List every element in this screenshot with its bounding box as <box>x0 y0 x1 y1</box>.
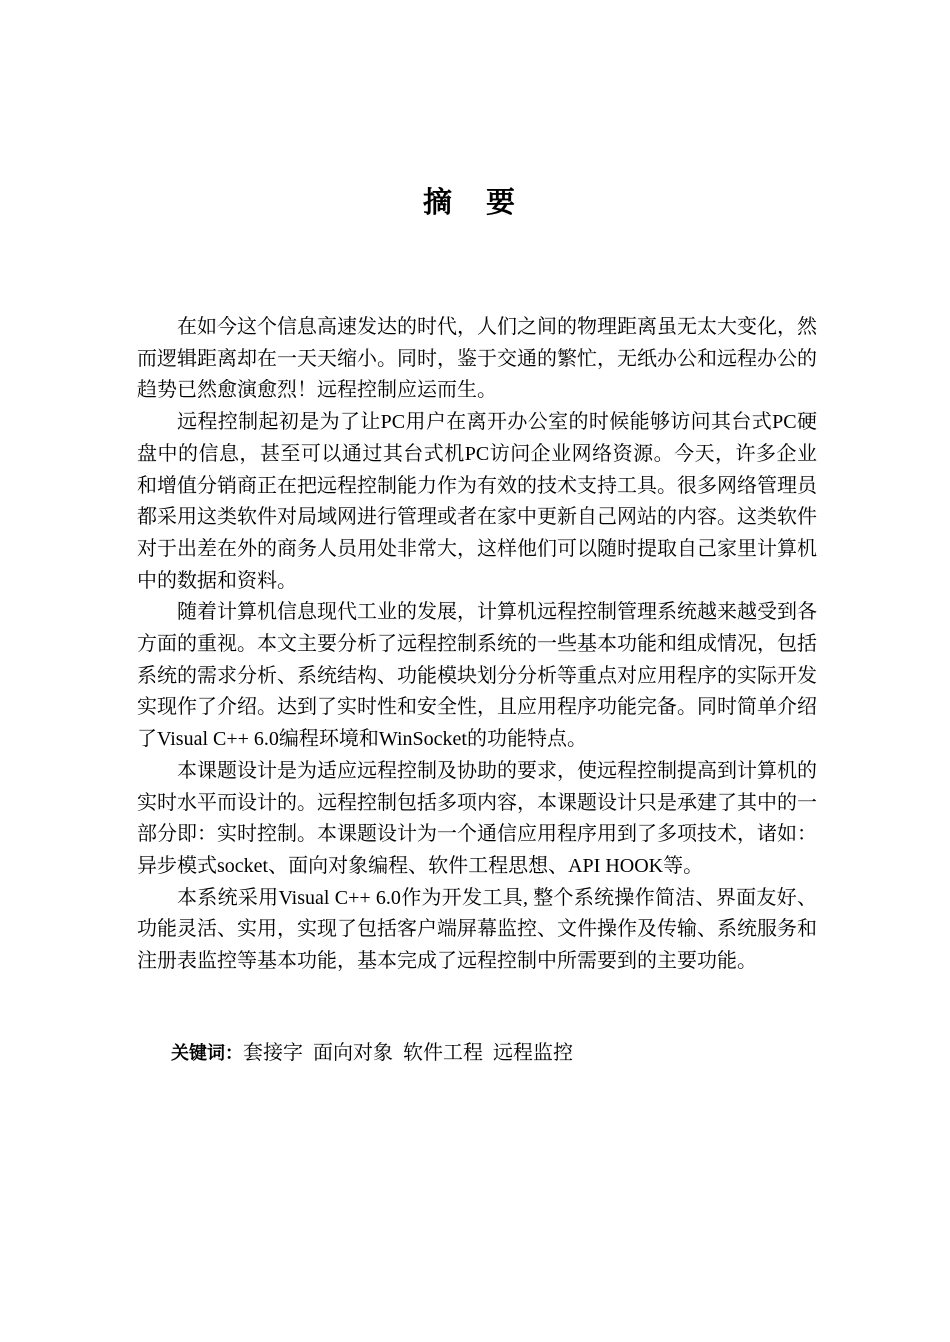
keyword-item: 远程监控 <box>493 1042 573 1064</box>
keywords-line <box>171 1037 831 1070</box>
abstract-paragraph-2: 远程控制起初是为了让PC用户在离开办公室的时候能够访问其台式PC硬盘中的信息，甚至可以通过其台式机PC访问企业网络资源。今天，许多企业和增值分销商正在把远程控制能力作为有效的技术支持工具。很多网络管理员都采用这类软件对局域网进行管理或者在家中更新自己网站的内容。这类软件对于出差在外的商务人员用处非常大，这样他们可以随时提取自己家里计算机中的数据和资料。 <box>137 411 817 592</box>
abstract-body <box>137 312 817 978</box>
abstract-paragraph-4: 本课题设计是为适应远程控制及协助的要求，使远程控制提高到计算机的实时水平而设计的。远程控制包括多项内容，本课题设计只是承建了其中的一部分即：实时控制。本课题设计为一个通信应用程序用到了多项技术，诸如：异步模式socket、面向对象编程、软件工程思想、API HOOK等。 <box>137 759 817 877</box>
abstract-paragraph-5: 本系统采用Visual C++ 6.0作为开发工具, 整个系统操作简洁、界面友好、功能灵活、实用，实现了包括客户端屏幕监控、文件操作及传输、系统服务和注册表监控等基本功能，基本完成了远程控制中所需要到的主要功能。 <box>137 886 817 973</box>
page-title: 摘 要 <box>422 185 528 219</box>
keyword-item: 套接字 <box>243 1042 303 1064</box>
abstract-paragraph-1: 在如今这个信息高速发达的时代，人们之间的物理距离虽无太大变化，然而逻辑距离却在一天天缩小。同时，鉴于交通的繁忙，无纸办公和远程办公的趋势已然愈演愈烈！远程控制应运而生。 <box>137 316 817 402</box>
keyword-item: 面向对象 <box>313 1042 393 1064</box>
abstract-paragraph-3: 随着计算机信息现代工业的发展，计算机远程控制管理系统越来越受到各方面的重视。本文主要分析了远程控制系统的一些基本功能和组成情况，包括系统的需求分析、系统结构、功能模块划分分析等重点对应用程序的实际开发实现作了介绍。达到了实时性和安全性，且应用程序功能完备。同时简单介绍了Visual C++ 6.0编程环境和WinSocket的功能特点。 <box>137 601 817 751</box>
keywords-label: 关键词： <box>171 1043 243 1064</box>
keyword-item: 软件工程 <box>403 1042 483 1064</box>
